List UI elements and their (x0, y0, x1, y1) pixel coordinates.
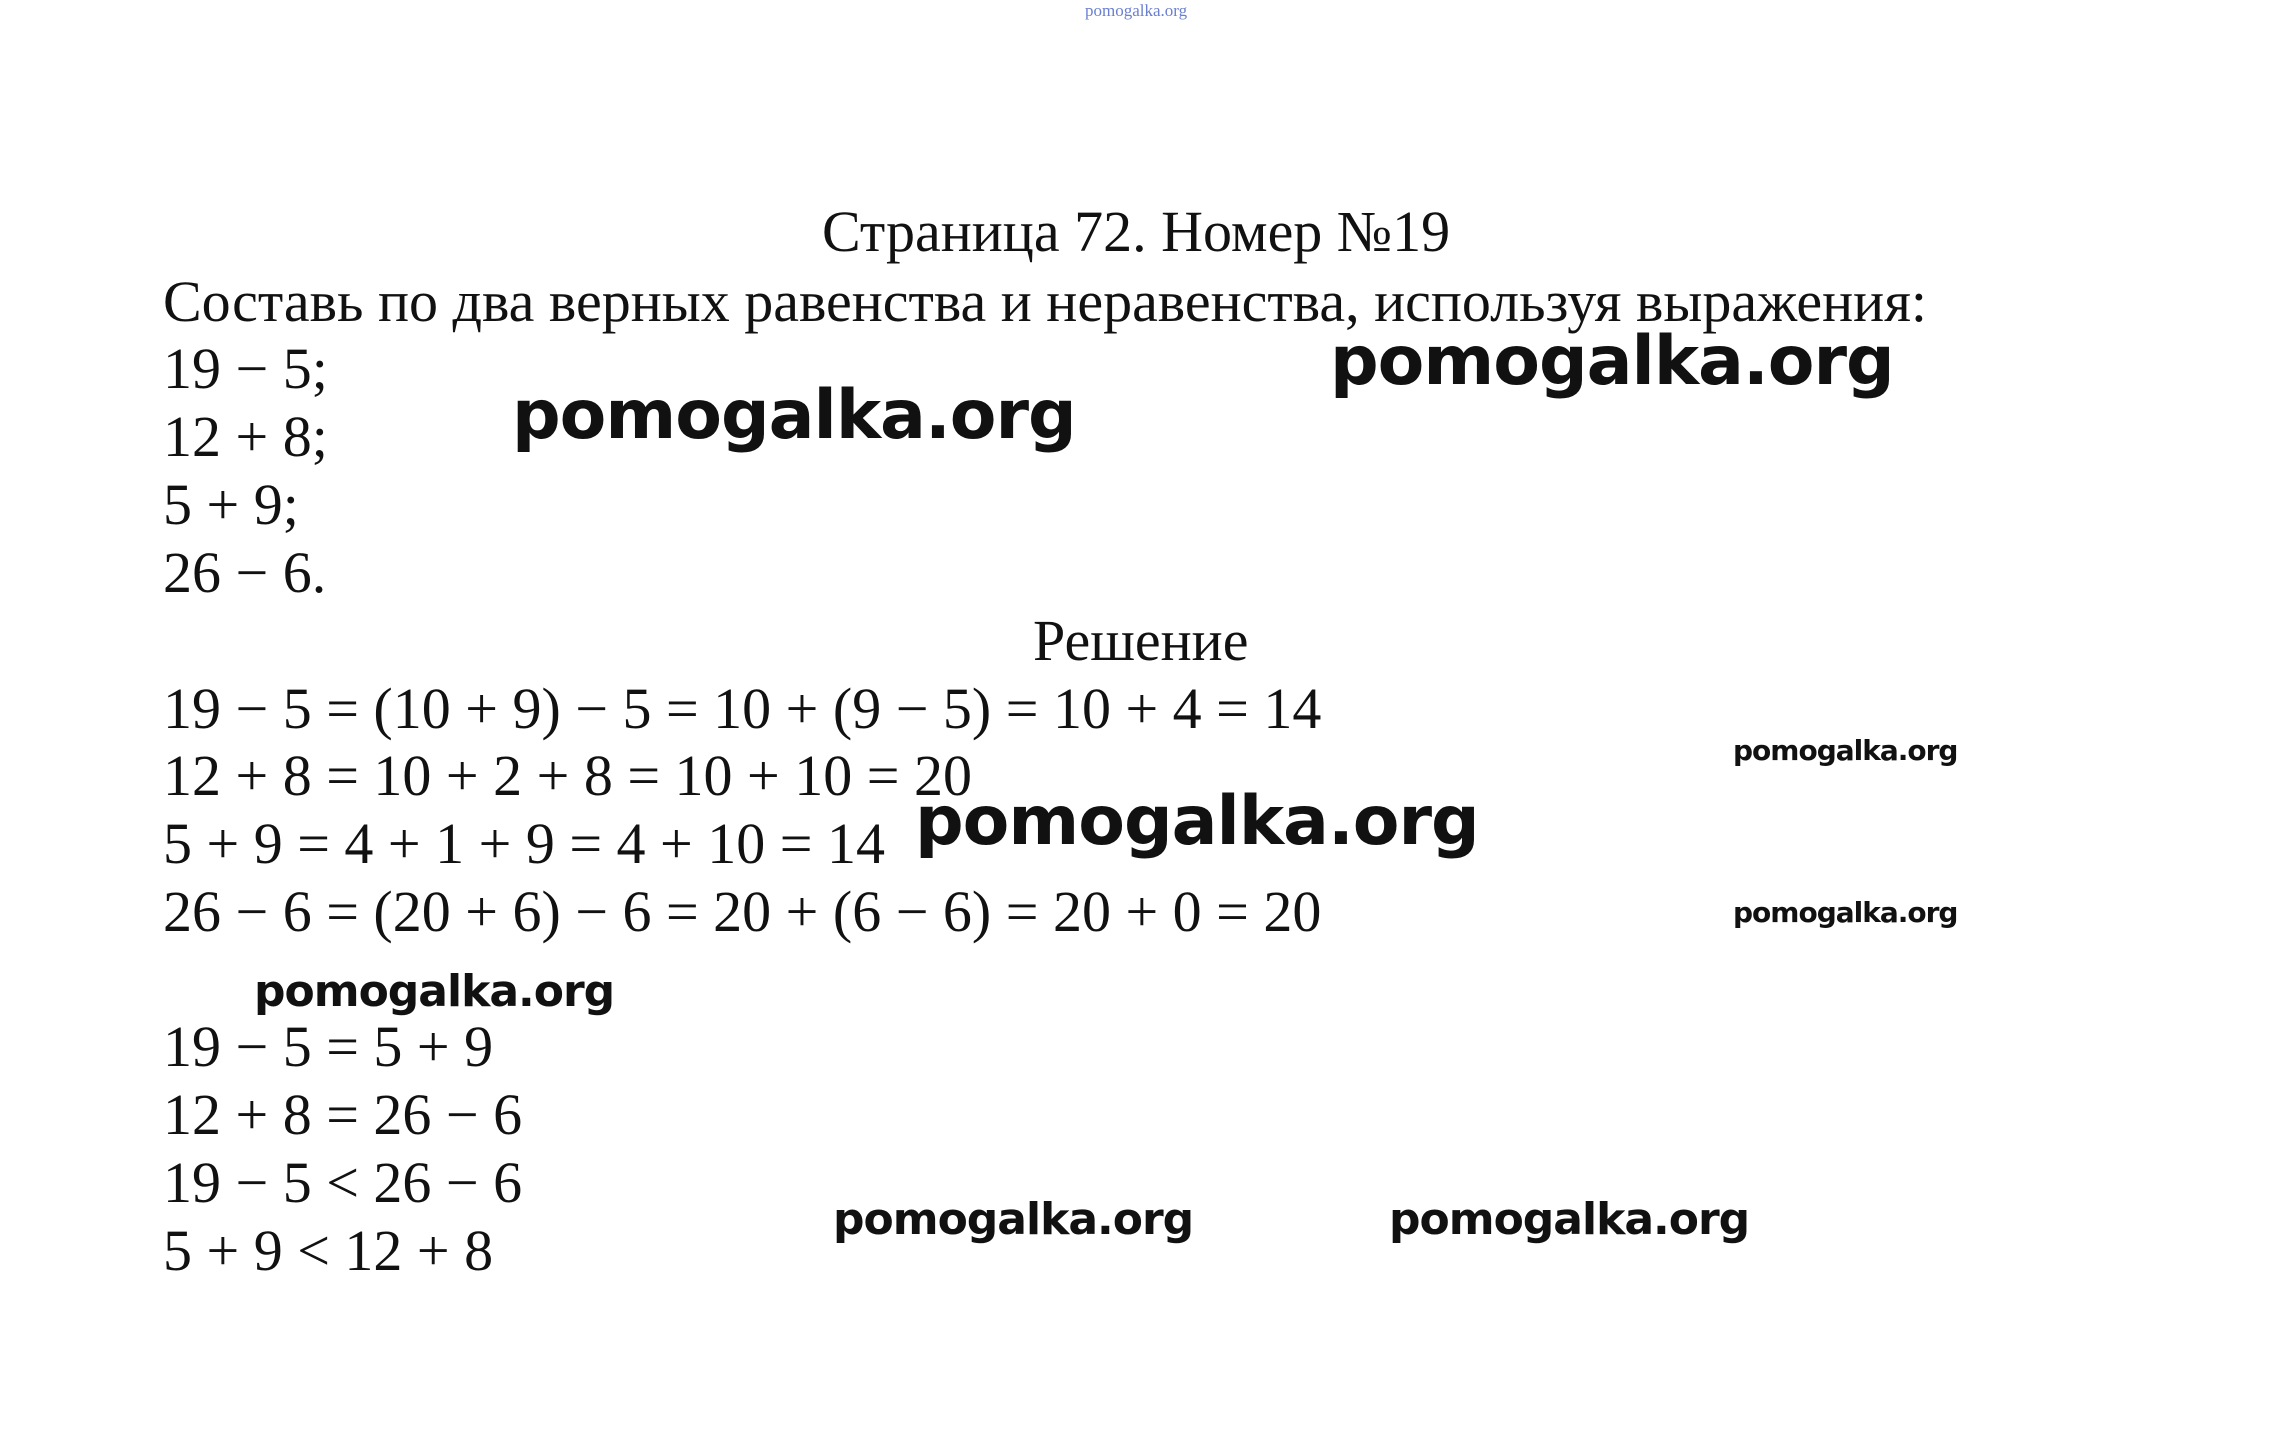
expression-1: 19 − 5; (163, 336, 328, 401)
expression-3: 5 + 9; (163, 472, 299, 537)
comparison-3: 19 − 5 < 26 − 6 (163, 1150, 523, 1215)
comparison-4: 5 + 9 < 12 + 8 (163, 1218, 494, 1283)
watermark-6: pomogalka.org (254, 966, 615, 1017)
expression-4: 26 − 6. (163, 540, 327, 605)
watermark-3: pomogalka.org (1733, 734, 1958, 767)
calculation-3: 5 + 9 = 4 + 1 + 9 = 4 + 10 = 14 (163, 811, 885, 876)
comparison-2: 12 + 8 = 26 − 6 (163, 1082, 523, 1147)
calculation-2: 12 + 8 = 10 + 2 + 8 = 10 + 10 = 20 (163, 743, 972, 808)
header-watermark: pomogalka.org (1085, 1, 1188, 20)
watermark-8: pomogalka.org (1389, 1194, 1750, 1245)
page-title: Страница 72. Номер №19 (822, 199, 1451, 264)
watermark-1: pomogalka.org (1330, 322, 1894, 401)
watermark-4: pomogalka.org (915, 782, 1479, 861)
solution-heading: Решение (1033, 608, 1249, 673)
comparison-1: 19 − 5 = 5 + 9 (163, 1014, 494, 1079)
calculation-4: 26 − 6 = (20 + 6) − 6 = 20 + (6 − 6) = 20 + 0 = 20 (163, 879, 1322, 944)
watermark-5: pomogalka.org (1733, 896, 1958, 929)
watermark-7: pomogalka.org (833, 1194, 1194, 1245)
expression-2: 12 + 8; (163, 404, 328, 469)
task-text: Составь по два верных равенства и неравенства, используя выражения: (163, 269, 1927, 334)
watermark-2: pomogalka.org (512, 376, 1076, 455)
calculation-1: 19 − 5 = (10 + 9) − 5 = 10 + (9 − 5) = 10 + 4 = 14 (163, 676, 1322, 741)
